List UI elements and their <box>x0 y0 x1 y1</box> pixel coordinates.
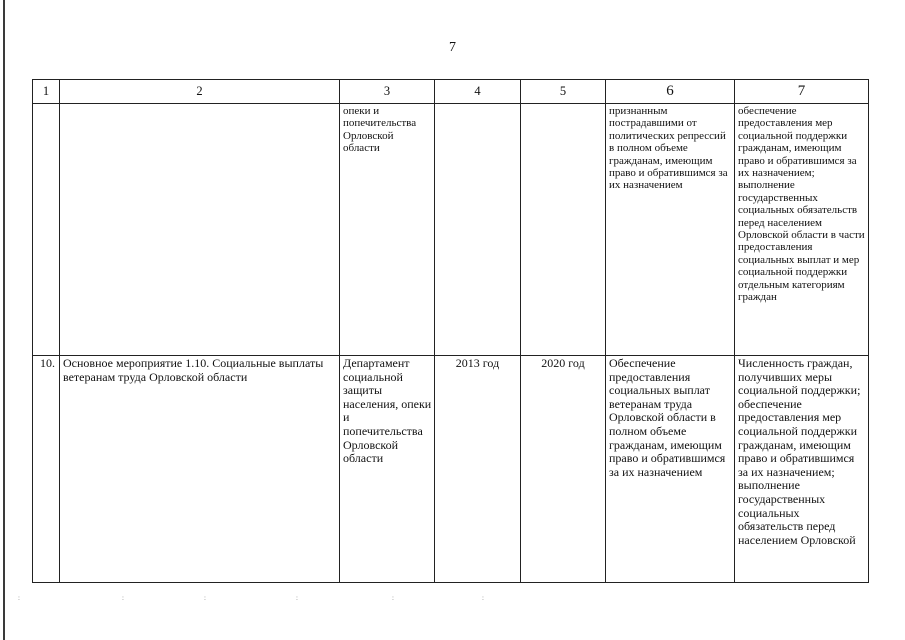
table-header-row <box>33 80 869 104</box>
column-header: 6 <box>606 80 735 104</box>
executor-cell: Департамент социальной защиты населения, опеки и попечительства Орловской области <box>340 356 435 583</box>
column-header: 5 <box>521 80 606 104</box>
page-left-edge <box>3 0 5 640</box>
measure-name-cell: Основное мероприятие 1.10. Социальные выплаты ветеранам труда Орловской области <box>60 356 340 583</box>
program-table <box>32 79 869 583</box>
column-header: 1 <box>33 80 60 104</box>
row-number-cell: 10. <box>33 356 60 583</box>
indicator-link-cell: обеспечение предоставления мер социальной поддержки гражданам, имеющим право и обратившимся за их назначением; выполнение государственных социальных обязательств перед населением Орловской области в части предоставления социальных выплат и мер социальной поддержки отдельным категориям граждан <box>735 104 869 356</box>
scan-noise: : : : : : : <box>18 594 484 602</box>
start-year-cell <box>435 104 521 356</box>
executor-cell: опеки и попечительства Орловской области <box>340 104 435 356</box>
row-number-cell <box>33 104 60 356</box>
column-header: 2 <box>60 80 340 104</box>
end-year-cell <box>521 104 606 356</box>
column-header: 3 <box>340 80 435 104</box>
expected-result-cell: Обеспечение предоставления социальных выплат ветеранам труда Орловской области в полном объеме гражданам, имеющим право и обратившимся за их назначением <box>606 356 735 583</box>
expected-result-cell: признанным пострадавшими от политических репрессий в полном объеме гражданам, имеющим право и обратившимся за их назначением <box>606 104 735 356</box>
measure-name-cell <box>60 104 340 356</box>
table-row <box>33 356 869 583</box>
start-year-cell: 2013 год <box>435 356 521 583</box>
page-number: 7 <box>449 40 456 55</box>
column-header: 4 <box>435 80 521 104</box>
indicator-link-cell: Численность граждан, получивших меры социальной поддержки; обеспечение предоставления мер социальной поддержки гражданам, имеющим право и обратившимся за их назначением; выполнение государственных социальных обязательств перед населением Орловской <box>735 356 869 583</box>
column-header: 7 <box>735 80 869 104</box>
end-year-cell: 2020 год <box>521 356 606 583</box>
table-row <box>33 104 869 356</box>
